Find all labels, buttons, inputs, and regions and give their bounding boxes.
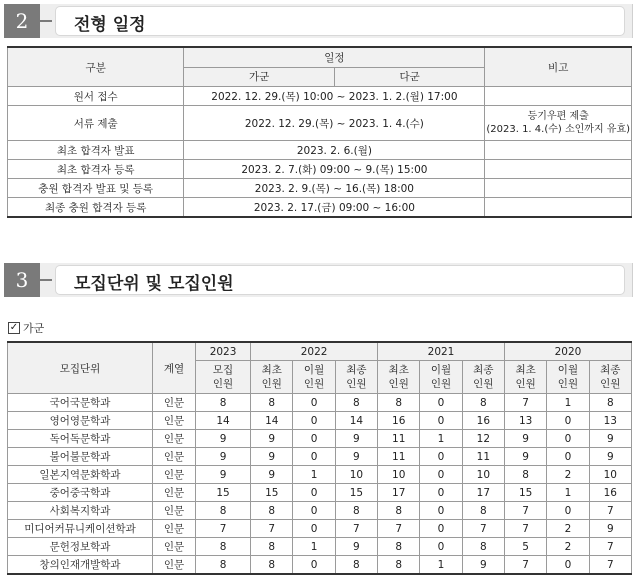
subheader-line-2: 인원 xyxy=(600,378,621,390)
value-cell: 0 xyxy=(293,520,335,538)
subheader-transfer xyxy=(547,361,589,394)
value-cell: 14 xyxy=(196,412,251,430)
value-cell: 0 xyxy=(293,412,335,430)
value-cell: 9 xyxy=(196,448,251,466)
subheader-line-1: 최초 xyxy=(515,364,536,376)
subheader-first xyxy=(251,361,293,394)
table-row xyxy=(8,466,632,484)
value-cell: 16 xyxy=(462,412,504,430)
connector-line xyxy=(40,279,52,281)
row-label: 최종 충원 합격자 등록 xyxy=(8,198,184,218)
value-cell: 17 xyxy=(462,484,504,502)
value-cell: 9 xyxy=(589,448,631,466)
subheader-recruit xyxy=(196,361,251,394)
subheader-line-1: 최종 xyxy=(473,364,494,376)
subheader-transfer xyxy=(293,361,335,394)
row-date: 2023. 2. 9.(목) ~ 16.(목) 18:00 xyxy=(184,179,485,198)
field-cell: 인문 xyxy=(153,394,196,412)
note-line-2: (2023. 1. 4.(수) 소인까지 유효) xyxy=(486,124,631,135)
schedule-row xyxy=(8,179,632,198)
value-cell: 1 xyxy=(547,394,589,412)
subheader-line-1: 이월 xyxy=(430,364,452,376)
value-cell: 9 xyxy=(589,520,631,538)
table-row xyxy=(8,448,632,466)
section-3-header xyxy=(4,263,633,297)
value-cell: 8 xyxy=(462,502,504,520)
header-unit: 모집단위 xyxy=(8,342,153,394)
value-cell: 8 xyxy=(378,538,420,556)
value-cell: 17 xyxy=(378,484,420,502)
field-cell: 인문 xyxy=(153,484,196,502)
unit-cell: 일본지역문화학과 xyxy=(8,466,153,484)
value-cell: 8 xyxy=(335,556,377,575)
value-cell: 2 xyxy=(547,466,589,484)
value-cell: 0 xyxy=(420,502,462,520)
value-cell: 7 xyxy=(251,520,293,538)
row-label: 서류 제출 xyxy=(8,106,184,141)
row-note xyxy=(485,160,632,179)
unit-cell: 영어영문학과 xyxy=(8,412,153,430)
unit-cell: 국어국문학과 xyxy=(8,394,153,412)
unit-cell: 불어불문학과 xyxy=(8,448,153,466)
value-cell: 7 xyxy=(504,556,546,575)
header-year-2023: 2023 xyxy=(196,342,251,361)
value-cell: 0 xyxy=(547,502,589,520)
subheader-line-1: 최종 xyxy=(600,364,621,376)
value-cell: 0 xyxy=(547,412,589,430)
value-cell: 8 xyxy=(462,538,504,556)
value-cell: 0 xyxy=(293,556,335,575)
value-cell: 8 xyxy=(504,466,546,484)
row-date: 2023. 2. 6.(월) xyxy=(184,141,485,160)
subheader-line-1: 이월 xyxy=(557,364,579,376)
value-cell: 10 xyxy=(589,466,631,484)
subheader-line-1: 모집 xyxy=(212,364,234,376)
value-cell: 0 xyxy=(420,520,462,538)
subheader-line-1: 최종 xyxy=(346,364,367,376)
schedule-row xyxy=(8,141,632,160)
quota-table xyxy=(7,341,632,575)
subheader-line-2: 인원 xyxy=(473,378,494,390)
value-cell: 0 xyxy=(420,466,462,484)
value-cell: 2 xyxy=(547,520,589,538)
value-cell: 9 xyxy=(251,466,293,484)
unit-cell: 미디어커뮤니케이션학과 xyxy=(8,520,153,538)
value-cell: 8 xyxy=(251,394,293,412)
value-cell: 0 xyxy=(547,448,589,466)
section-title: 전형 일정 xyxy=(74,15,146,35)
value-cell: 14 xyxy=(251,412,293,430)
value-cell: 7 xyxy=(462,520,504,538)
value-cell: 8 xyxy=(251,538,293,556)
value-cell: 8 xyxy=(251,502,293,520)
value-cell: 8 xyxy=(462,394,504,412)
value-cell: 9 xyxy=(196,430,251,448)
header-year-2022: 2022 xyxy=(251,342,378,361)
value-cell: 0 xyxy=(293,430,335,448)
subheader-line-2: 인원 xyxy=(388,378,409,390)
value-cell: 0 xyxy=(293,484,335,502)
table-row xyxy=(8,430,632,448)
value-cell: 10 xyxy=(335,466,377,484)
value-cell: 2 xyxy=(547,538,589,556)
value-cell: 7 xyxy=(504,394,546,412)
header-category: 구분 xyxy=(8,47,184,87)
value-cell: 8 xyxy=(378,394,420,412)
section-title: 모집단위 및 모집인원 xyxy=(74,274,234,294)
value-cell: 14 xyxy=(335,412,377,430)
value-cell: 0 xyxy=(420,484,462,502)
field-cell: 인문 xyxy=(153,448,196,466)
section-number: 2 xyxy=(4,4,40,38)
value-cell: 15 xyxy=(335,484,377,502)
subheader-line-2: 인원 xyxy=(212,378,234,390)
value-cell: 9 xyxy=(251,430,293,448)
value-cell: 7 xyxy=(589,538,631,556)
value-cell: 8 xyxy=(589,394,631,412)
header-note: 비고 xyxy=(485,47,632,87)
value-cell: 9 xyxy=(251,448,293,466)
value-cell: 8 xyxy=(378,502,420,520)
value-cell: 0 xyxy=(293,394,335,412)
section-title-box xyxy=(56,266,624,294)
row-note xyxy=(485,87,632,106)
section-title-box xyxy=(56,7,624,35)
value-cell: 9 xyxy=(462,556,504,575)
subheader-line-1: 이월 xyxy=(303,364,325,376)
value-cell: 8 xyxy=(335,394,377,412)
row-note xyxy=(485,106,632,141)
value-cell: 0 xyxy=(547,556,589,575)
subheader-line-2: 인원 xyxy=(515,378,536,390)
field-cell: 인문 xyxy=(153,520,196,538)
unit-cell: 독어독문학과 xyxy=(8,430,153,448)
value-cell: 8 xyxy=(196,538,251,556)
value-cell: 0 xyxy=(420,412,462,430)
value-cell: 16 xyxy=(378,412,420,430)
subheader-transfer xyxy=(420,361,462,394)
row-date: 2023. 2. 17.(금) 09:00 ~ 16:00 xyxy=(184,198,485,218)
value-cell: 0 xyxy=(420,448,462,466)
value-cell: 12 xyxy=(462,430,504,448)
subheader-first xyxy=(378,361,420,394)
row-label: 최초 합격자 등록 xyxy=(8,160,184,179)
value-cell: 11 xyxy=(378,430,420,448)
schedule-table xyxy=(7,46,632,218)
table-row xyxy=(8,520,632,538)
unit-cell: 중어중국학과 xyxy=(8,484,153,502)
value-cell: 8 xyxy=(378,556,420,575)
value-cell: 8 xyxy=(335,502,377,520)
subheader-line-2: 인원 xyxy=(557,378,579,390)
header-ga: 가군 xyxy=(184,67,335,87)
row-date: 2023. 2. 7.(화) 09:00 ~ 9.(목) 15:00 xyxy=(184,160,485,179)
subheader-line-1: 최초 xyxy=(388,364,409,376)
unit-cell: 창의인재개발학과 xyxy=(8,556,153,575)
row-note xyxy=(485,141,632,160)
row-date: 2022. 12. 29.(목) ~ 2023. 1. 4.(수) xyxy=(184,106,485,141)
value-cell: 9 xyxy=(335,448,377,466)
value-cell: 7 xyxy=(196,520,251,538)
value-cell: 1 xyxy=(547,484,589,502)
value-cell: 7 xyxy=(504,520,546,538)
schedule-row xyxy=(8,160,632,179)
header-schedule: 일정 xyxy=(184,47,485,67)
value-cell: 9 xyxy=(335,538,377,556)
value-cell: 11 xyxy=(378,448,420,466)
checkbox-label: 가군 xyxy=(23,322,45,335)
value-cell: 16 xyxy=(589,484,631,502)
row-date: 2022. 12. 29.(목) 10:00 ~ 2023. 1. 2.(월) 17:00 xyxy=(184,87,485,106)
value-cell: 1 xyxy=(420,430,462,448)
value-cell: 7 xyxy=(504,502,546,520)
header-year-2020: 2020 xyxy=(504,342,631,361)
header-da: 다군 xyxy=(334,67,485,87)
header-year-2021: 2021 xyxy=(378,342,505,361)
unit-cell: 사회복지학과 xyxy=(8,502,153,520)
connector-line xyxy=(40,20,52,22)
field-cell: 인문 xyxy=(153,412,196,430)
check-icon: ✓ xyxy=(9,322,19,333)
value-cell: 0 xyxy=(420,538,462,556)
table-row xyxy=(8,556,632,575)
value-cell: 9 xyxy=(335,430,377,448)
subheader-line-2: 인원 xyxy=(346,378,367,390)
value-cell: 7 xyxy=(589,502,631,520)
value-cell: 7 xyxy=(378,520,420,538)
note-line-1: 등기우편 제출 xyxy=(527,111,589,122)
value-cell: 0 xyxy=(293,448,335,466)
field-cell: 인문 xyxy=(153,556,196,575)
schedule-row xyxy=(8,106,632,141)
value-cell: 8 xyxy=(196,394,251,412)
row-note xyxy=(485,198,632,218)
value-cell: 1 xyxy=(293,538,335,556)
table-row xyxy=(8,538,632,556)
field-cell: 인문 xyxy=(153,538,196,556)
section-number: 3 xyxy=(4,263,40,297)
value-cell: 8 xyxy=(196,502,251,520)
table-row xyxy=(8,412,632,430)
value-cell: 1 xyxy=(420,556,462,575)
row-label: 원서 접수 xyxy=(8,87,184,106)
subheader-final xyxy=(589,361,631,394)
section-2-header xyxy=(4,4,633,38)
value-cell: 0 xyxy=(420,394,462,412)
value-cell: 7 xyxy=(335,520,377,538)
ga-group-checkbox xyxy=(8,320,44,336)
subheader-final xyxy=(462,361,504,394)
value-cell: 15 xyxy=(504,484,546,502)
value-cell: 9 xyxy=(589,430,631,448)
row-label: 최초 합격자 발표 xyxy=(8,141,184,160)
value-cell: 0 xyxy=(547,430,589,448)
subheader-line-1: 최초 xyxy=(261,364,282,376)
schedule-row xyxy=(8,198,632,218)
value-cell: 7 xyxy=(589,556,631,575)
value-cell: 15 xyxy=(251,484,293,502)
unit-cell: 문헌정보학과 xyxy=(8,538,153,556)
value-cell: 9 xyxy=(196,466,251,484)
header-field: 계열 xyxy=(153,342,196,394)
value-cell: 13 xyxy=(589,412,631,430)
value-cell: 10 xyxy=(378,466,420,484)
table-row xyxy=(8,394,632,412)
field-cell: 인문 xyxy=(153,466,196,484)
subheader-first xyxy=(504,361,546,394)
subheader-line-2: 인원 xyxy=(261,378,282,390)
subheader-final xyxy=(335,361,377,394)
row-label: 충원 합격자 발표 및 등록 xyxy=(8,179,184,198)
value-cell: 9 xyxy=(504,448,546,466)
field-cell: 인문 xyxy=(153,430,196,448)
row-note xyxy=(485,179,632,198)
value-cell: 1 xyxy=(293,466,335,484)
value-cell: 13 xyxy=(504,412,546,430)
value-cell: 15 xyxy=(196,484,251,502)
value-cell: 10 xyxy=(462,466,504,484)
subheader-line-2: 인원 xyxy=(430,378,452,390)
value-cell: 11 xyxy=(462,448,504,466)
value-cell: 0 xyxy=(293,502,335,520)
value-cell: 8 xyxy=(196,556,251,575)
subheader-line-2: 인원 xyxy=(303,378,325,390)
schedule-row xyxy=(8,87,632,106)
field-cell: 인문 xyxy=(153,502,196,520)
value-cell: 9 xyxy=(504,430,546,448)
value-cell: 8 xyxy=(251,556,293,575)
table-row xyxy=(8,502,632,520)
table-row xyxy=(8,484,632,502)
value-cell: 5 xyxy=(504,538,546,556)
